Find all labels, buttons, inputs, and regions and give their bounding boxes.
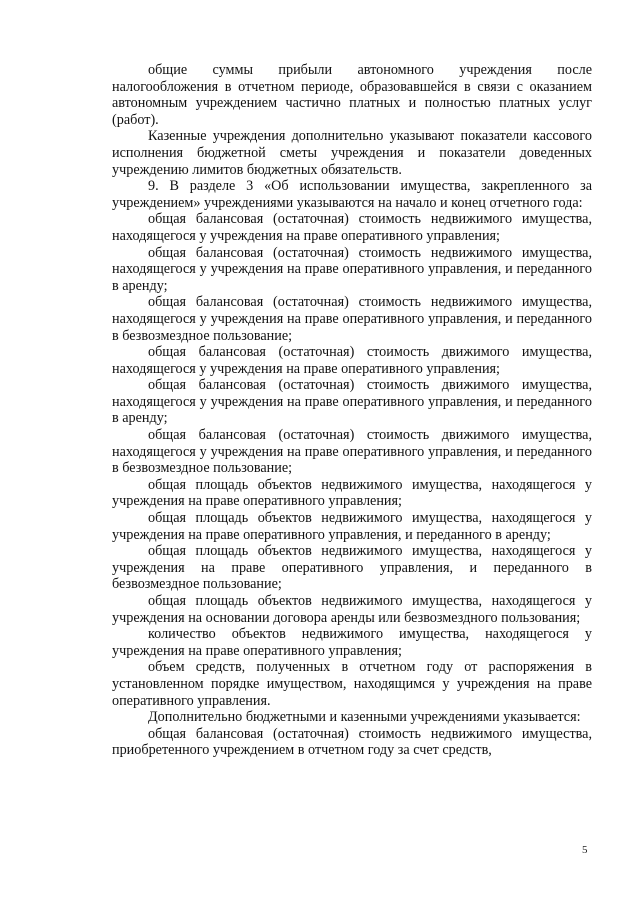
paragraph: 9. В разделе 3 «Об использовании имущества, закрепленного за учреждением» учреждениями указываются на начало и конец отчетного года:: [112, 178, 592, 211]
paragraph: общая площадь объектов недвижимого имущества, находящегося у учреждения на праве оперативного управления, и переданного в аренду;: [112, 510, 592, 543]
paragraph: общая балансовая (остаточная) стоимость движимого имущества, находящегося у учреждения на праве оперативного управления;: [112, 344, 592, 377]
paragraph: общая площадь объектов недвижимого имущества, находящегося у учреждения на основании договора аренды или безвозмездного пользования;: [112, 593, 592, 626]
document-body: [112, 62, 592, 759]
paragraph: общие суммы прибыли автономного учреждения после налогообложения в отчетном периоде, образовавшейся в связи с оказанием автономным учреждением частично платных и полностью платных услуг (работ).: [112, 62, 592, 128]
paragraph: Дополнительно бюджетными и казенными учреждениями указывается:: [148, 709, 581, 726]
paragraph: общая балансовая (остаточная) стоимость недвижимого имущества, находящегося у учреждения на праве оперативного управления, и переданного в аренду;: [112, 244, 592, 294]
paragraph: общая площадь объектов недвижимого имущества, находящегося у учреждения на праве оперативного управления, и переданного в безвозмездное пользование;: [112, 543, 592, 593]
page-number: 5: [582, 844, 588, 856]
paragraph: общая балансовая (остаточная) стоимость движимого имущества, находящегося у учреждения на праве оперативного управления, и переданного в аренду;: [112, 377, 592, 427]
paragraph: общая балансовая (остаточная) стоимость недвижимого имущества, находящегося у учреждения на праве оперативного управления;: [112, 211, 592, 244]
paragraph: общая площадь объектов недвижимого имущества, находящегося у учреждения на праве оперативного управления;: [112, 476, 592, 510]
paragraph: объем средств, полученных в отчетном году от распоряжения в установленном порядке имуществом, находящимся у учреждения на праве оперативного управления.: [112, 659, 592, 709]
paragraph: общая балансовая (остаточная) стоимость движимого имущества, находящегося у учреждения на праве оперативного управления, и переданного в безвозмездное пользование;: [112, 427, 592, 477]
paragraph: количество объектов недвижимого имущества, находящегося у учреждения на праве оперативного управления;: [112, 626, 592, 659]
paragraph: общая балансовая (остаточная) стоимость недвижимого имущества, находящегося у учреждения на праве оперативного управления, и переданного в безвозмездное пользование;: [112, 294, 592, 344]
paragraph: общая балансовая (остаточная) стоимость недвижимого имущества, приобретенного учреждением в отчетном году за счет средств,: [112, 725, 592, 759]
paragraph: Казенные учреждения дополнительно указывают показатели кассового исполнения бюджетной сметы учреждения и показатели доведенных учреждению лимитов бюджетных обязательств.: [112, 128, 592, 178]
